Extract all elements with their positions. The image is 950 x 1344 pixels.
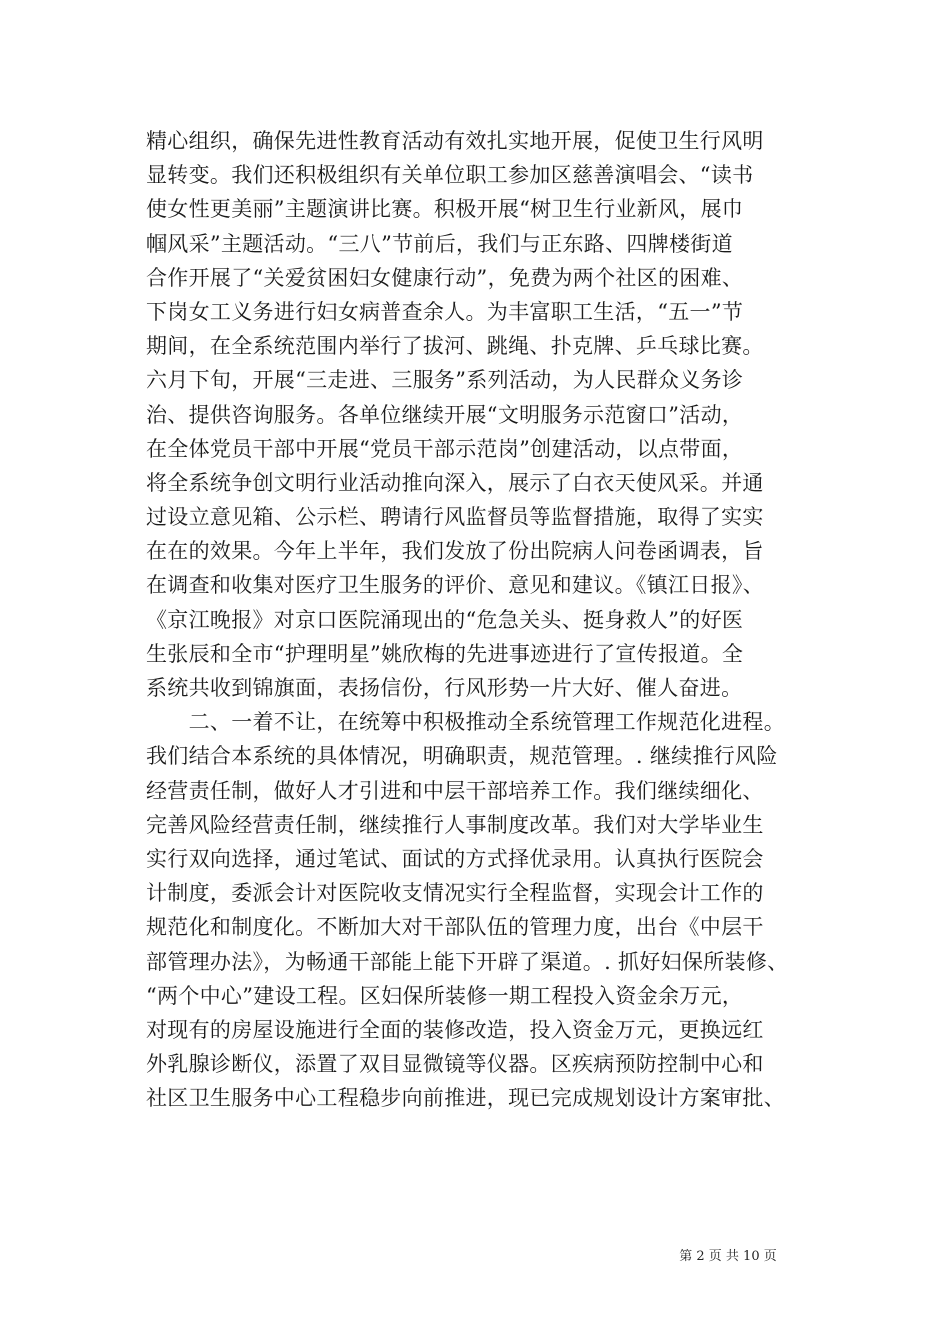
document-body: [146, 124, 806, 1115]
section-heading-line: 二、一着不让，在统筹中积极推动全系统管理工作规范化进程。: [146, 710, 785, 735]
text-line: 期间，在全系统范围内举行了拔河、跳绳、扑克牌、乒乓球比赛。: [146, 334, 764, 359]
text-line: 治、提供咨询服务。各单位继续开展“文明服务示范窗口”活动，: [146, 402, 744, 427]
text-line: 生张辰和全市“护理明星”姚欣梅的先进事迹进行了宣传报道。全: [146, 641, 744, 666]
text-line: 社区卫生服务中心工程稳步向前推进，现已完成规划设计方案审批、: [146, 1086, 785, 1111]
text-line: 将全系统争创文明行业活动推向深入，展示了白衣天使风采。并通: [146, 470, 764, 495]
text-line: 下岗女工义务进行妇女病普查余人。为丰富职工生活，“五一”节: [146, 299, 744, 324]
page-footer: [0, 1245, 950, 1264]
text-line: 帼风采”主题活动。“三八”节前后，我们与正东路、四牌楼街道: [146, 231, 733, 256]
text-line: 六月下旬，开展“三走进、三服务”系列活动，为人民群众义务诊: [146, 368, 744, 393]
text-line: 实行双向选择，通过笔试、面试的方式择优录用。认真执行医院会: [146, 846, 764, 871]
text-line: 《京江晚报》对京口医院涌现出的“危急关头、挺身救人”的好医: [146, 607, 744, 632]
text-line: 部管理办法》，为畅通干部能上能下开辟了渠道。. 抓好妇保所装修、: [146, 949, 789, 974]
text-line: 使女性更美丽”主题演讲比赛。积极开展“树卫生行业新风，展巾: [146, 197, 744, 222]
text-line: 规范化和制度化。不断加大对干部队伍的管理力度，出台《中层干: [146, 915, 764, 940]
text-line: 过设立意见箱、公示栏、聘请行风监督员等监督措施，取得了实实: [146, 505, 764, 530]
text-line: 经营责任制，做好人才引进和中层干部培养工作。我们继续细化、: [146, 778, 764, 803]
text-line: 在全体党员干部中开展“党员干部示范岗”创建活动，以点带面，: [146, 436, 744, 461]
text-line: 我们结合本系统的具体情况，明确职责，规范管理。. 继续推行风险: [146, 744, 778, 769]
text-line: 完善风险经营责任制，继续推行人事制度改革。我们对大学毕业生: [146, 812, 764, 837]
text-line: 精心组织，确保先进性教育活动有效扎实地开展，促使卫生行风明: [146, 129, 764, 153]
text-line: 合作开展了“关爱贫困妇女健康行动”，免费为两个社区的困难、: [146, 265, 744, 290]
text-line: 显转变。我们还积极组织有关单位职工参加区慈善演唱会、“读书: [146, 163, 754, 188]
text-line: 计制度，委派会计对医院收支情况实行全程监督，实现会计工作的: [146, 881, 764, 906]
text-line: “两个中心”建设工程。区妇保所装修一期工程投入资金余万元，: [146, 983, 744, 1008]
text-line: 在在的效果。今年上半年，我们发放了份出院病人问卷函调表，旨: [146, 539, 764, 564]
text-line: 在调查和收集对医疗卫生服务的评价、意见和建议。《镇江日报》、: [146, 573, 764, 598]
text-line: 外乳腺诊断仪，添置了双目显微镜等仪器。区疾病预防控制中心和: [146, 1052, 764, 1077]
page-number: 第 2 页 共 10 页: [679, 1249, 777, 1264]
text-line: 对现有的房屋设施进行全面的装修改造，投入资金万元，更换远红: [146, 1017, 764, 1042]
text-line: 系统共收到锦旗面，表扬信份，行风形势一片大好、催人奋进。: [146, 676, 743, 700]
